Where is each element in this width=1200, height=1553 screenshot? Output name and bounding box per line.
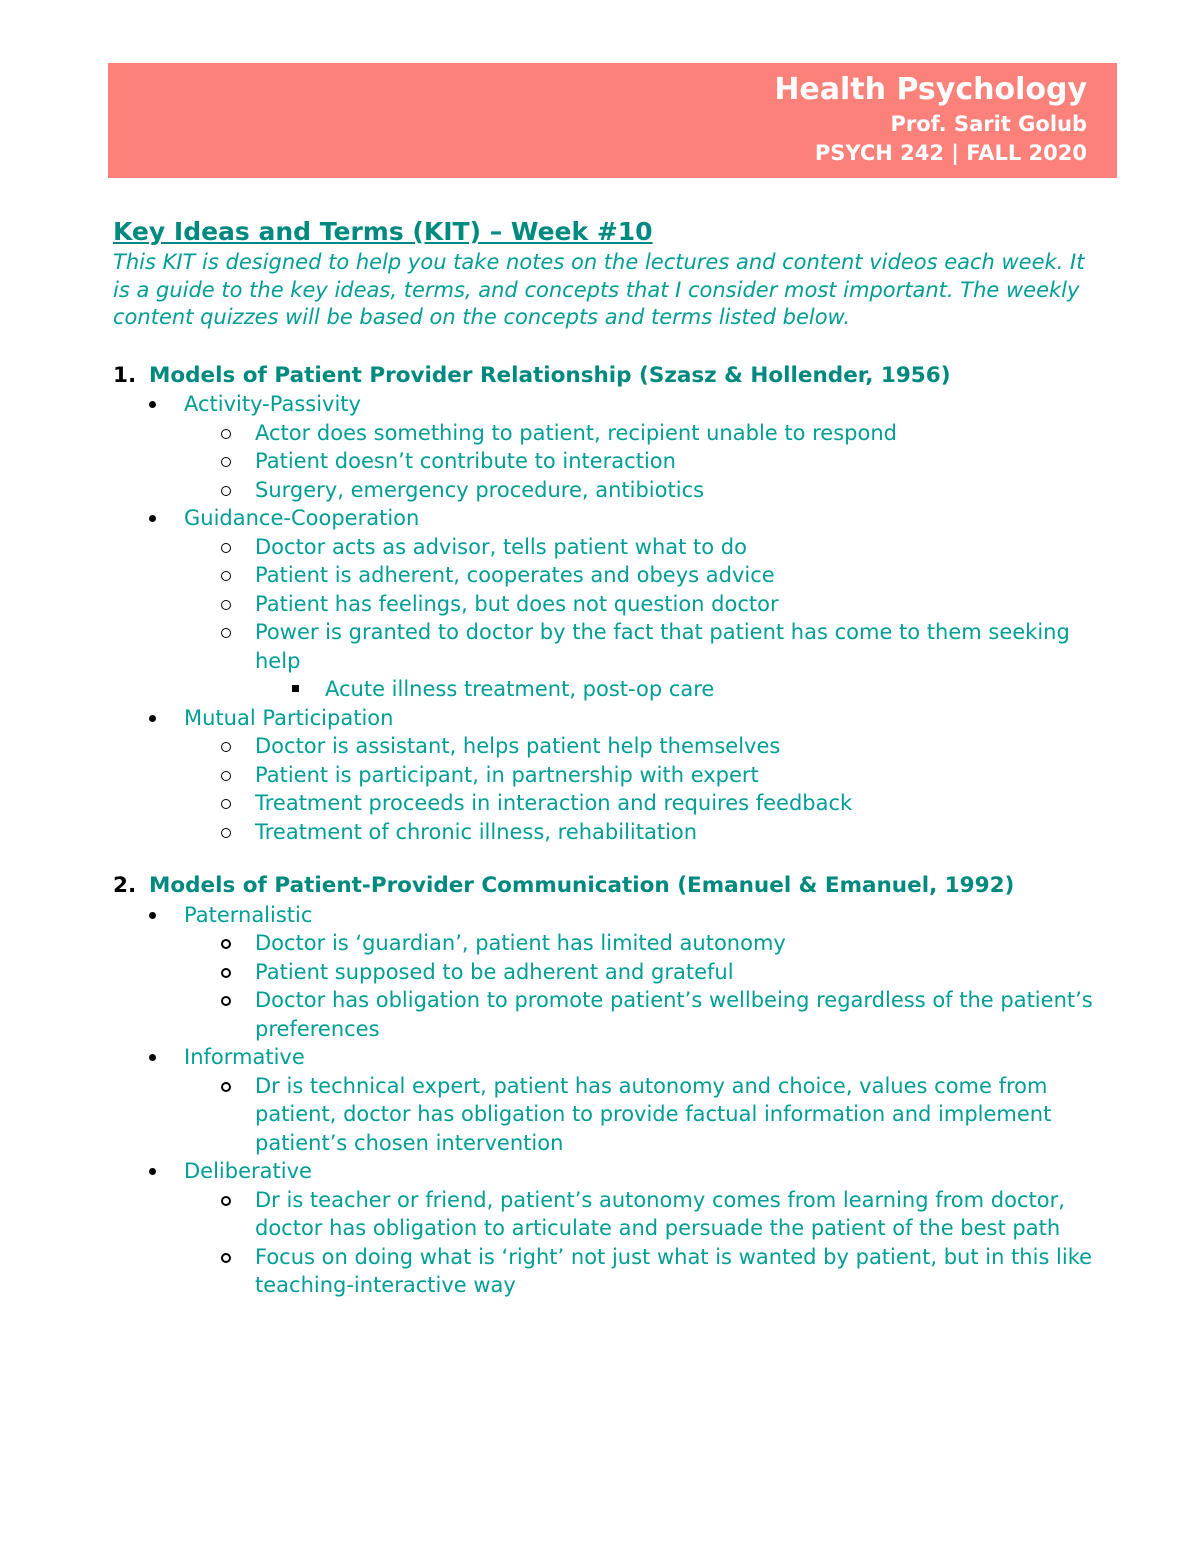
section-2 (113, 872, 1098, 1300)
hollow-bullet-icon (221, 1253, 231, 1263)
hollow-bullet-icon (221, 628, 231, 638)
list-item-point: Doctor is ‘guardian’, patient has limited autonomy (113, 929, 1098, 958)
document-title: Key Ideas and Terms (KIT) – Week #10 (113, 217, 653, 246)
document-body (113, 215, 1098, 1300)
hollow-bullet-icon (221, 996, 231, 1006)
list-item-point: Doctor is assistant, helps patient help themselves (113, 732, 1098, 761)
list-item-point: Patient is participant, in partnership with expert (113, 761, 1098, 790)
hollow-bullet-icon (221, 1196, 231, 1206)
section-heading (113, 872, 1098, 901)
list-item-point: Doctor has obligation to promote patient’s wellbeing regardless of the patient’s preferences (113, 986, 1098, 1043)
section-1 (113, 362, 1098, 847)
list-item-model: Deliberative (113, 1157, 1098, 1186)
hollow-bullet-icon (221, 968, 231, 978)
hollow-bullet-icon (221, 742, 231, 752)
list-item-point: Patient is adherent, cooperates and obeys advice (113, 561, 1098, 590)
professor-name: Prof. Sarit Golub (890, 112, 1087, 136)
hollow-bullet-icon (221, 486, 231, 496)
list-item-point: Patient doesn’t contribute to interaction (113, 447, 1098, 476)
hollow-bullet-icon (221, 828, 231, 838)
section-title: Models of Patient-Provider Communication (Emanuel & Emanuel, 1992) (149, 873, 1015, 898)
list-item-model: Informative (113, 1043, 1098, 1072)
list-item-point: Dr is technical expert, patient has autonomy and choice, values come from patient, doctor has obligation to provide factual information and implement patient’s chosen intervention (113, 1072, 1098, 1158)
hollow-bullet-icon (221, 457, 231, 467)
list-item-model: Paternalistic (113, 901, 1098, 930)
list-item-point: Dr is teacher or friend, patient’s autonomy comes from learning from doctor, doctor has obligation to articulate and persuade the patient of the best path (113, 1186, 1098, 1243)
list-item-point: Focus on doing what is ‘right’ not just what is wanted by patient, but in this like teaching-interactive way (113, 1243, 1098, 1300)
list-item-model: Activity-Passivity (113, 390, 1098, 419)
list-item-point: Doctor acts as advisor, tells patient what to do (113, 533, 1098, 562)
section-number: 1. (113, 362, 137, 388)
hollow-bullet-icon (221, 939, 231, 949)
intro-paragraph: This KIT is designed to help you take notes on the lectures and content videos each week. It is a guide to the key ideas, terms, and concepts that I consider most important. The weekly content quizzes will be based on the concepts and terms listed below. (113, 250, 1085, 329)
list-item-subpoint: Acute illness treatment, post-op care (113, 675, 1098, 704)
hollow-bullet-icon (221, 600, 231, 610)
course-header-banner (108, 63, 1117, 178)
list-item-point: Power is granted to doctor by the fact that patient has come to them seeking help (113, 618, 1098, 675)
list-item-point: Actor does something to patient, recipient unable to respond (113, 419, 1098, 448)
list-item-point: Treatment of chronic illness, rehabilitation (113, 818, 1098, 847)
hollow-bullet-icon (221, 571, 231, 581)
square-bullet-icon (292, 685, 299, 692)
section-heading (113, 362, 1098, 391)
course-title: Health Psychology (774, 72, 1087, 107)
hollow-bullet-icon (221, 1082, 231, 1092)
section-title: Models of Patient Provider Relationship (Szasz & Hollender, 1956) (149, 362, 951, 388)
list-item-point: Surgery, emergency procedure, antibiotics (113, 476, 1098, 505)
list-item-model: Mutual Participation (113, 704, 1098, 733)
hollow-bullet-icon (221, 799, 231, 809)
hollow-bullet-icon (221, 543, 231, 553)
section-number: 2. (113, 873, 137, 898)
list-item-point: Treatment proceeds in interaction and requires feedback (113, 789, 1098, 818)
hollow-bullet-icon (221, 429, 231, 439)
list-item-model: Guidance-Cooperation (113, 504, 1098, 533)
hollow-bullet-icon (221, 771, 231, 781)
list-item-point: Patient supposed to be adherent and grateful (113, 958, 1098, 987)
course-term: PSYCH 242 | FALL 2020 (814, 141, 1087, 165)
list-item-point: Patient has feelings, but does not question doctor (113, 590, 1098, 619)
